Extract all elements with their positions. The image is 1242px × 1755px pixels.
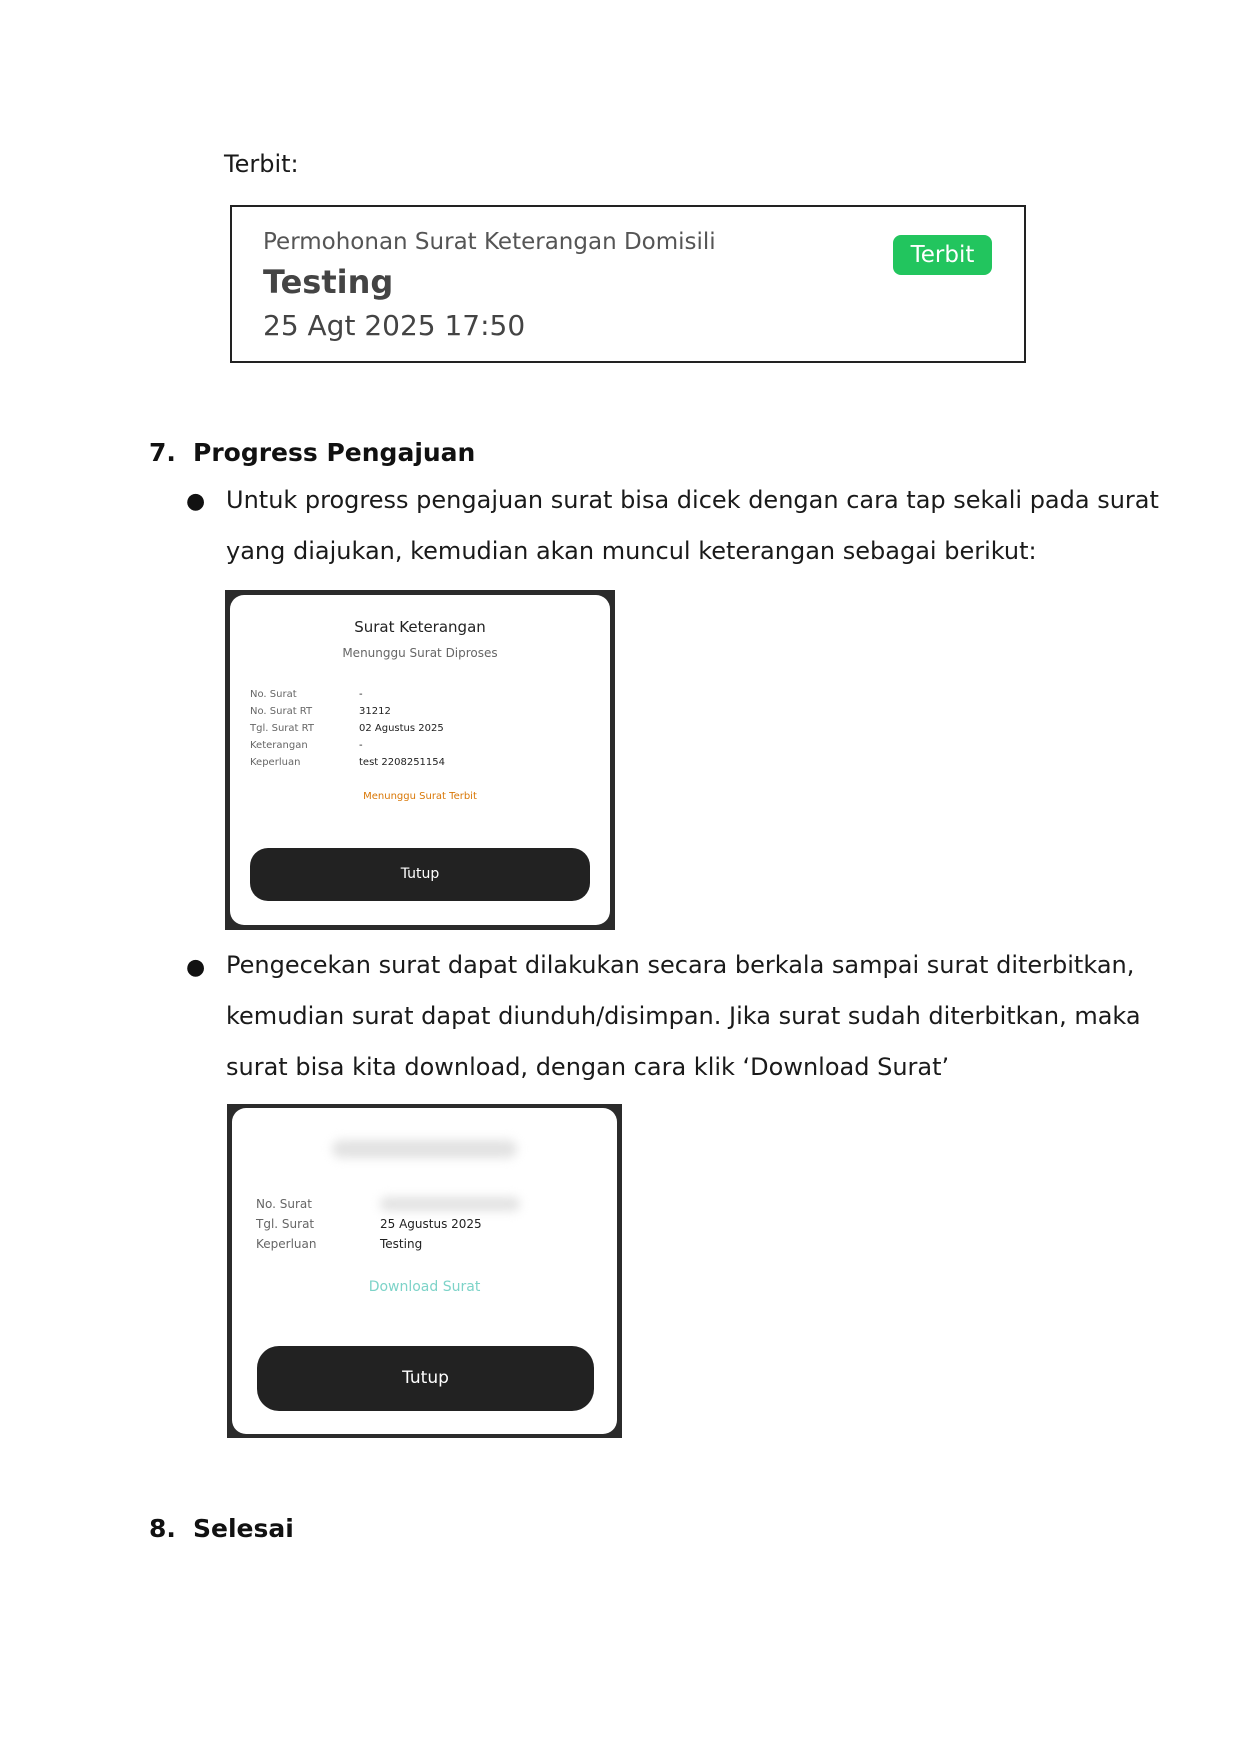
bullet-2-line-2: kemudian surat dapat diunduh/disimpan. Jika surat sudah diterbitkan, maka xyxy=(226,1002,1141,1030)
row-value: 31212 xyxy=(359,706,391,717)
download-letter-link[interactable]: Download Surat xyxy=(368,1279,481,1295)
terbit-label: Terbit: xyxy=(224,150,299,178)
row-label: Keperluan xyxy=(250,757,301,768)
close-button[interactable]: Tutup xyxy=(257,1346,594,1411)
row-label: Tgl. Surat RT xyxy=(250,723,314,734)
row-value: Testing xyxy=(380,1237,423,1251)
section-8-number: 8. xyxy=(149,1514,176,1543)
redacted-title xyxy=(332,1140,517,1158)
bullet-2-line-3: surat bisa kita download, dengan cara klik ‘Download Surat’ xyxy=(226,1053,950,1081)
bullet-dot: ● xyxy=(186,489,206,514)
progress-dialog-screenshot xyxy=(225,590,615,930)
row-label: Tgl. Surat xyxy=(256,1217,315,1231)
section-7-title: Progress Pengajuan xyxy=(193,438,476,467)
progress-dialog xyxy=(230,595,610,925)
bullet-1-line-1: Untuk progress pengajuan surat bisa dicek dengan cara tap sekali pada surat xyxy=(226,486,1159,514)
section-7-number: 7. xyxy=(149,438,176,467)
row-value: 25 Agustus 2025 xyxy=(380,1217,482,1231)
card-applicant-name: Testing xyxy=(263,263,394,301)
download-dialog xyxy=(232,1108,617,1434)
row-value: - xyxy=(359,689,363,700)
row-label: No. Surat xyxy=(256,1197,312,1211)
download-dialog-screenshot xyxy=(227,1104,622,1438)
row-value: - xyxy=(359,740,363,751)
dialog-subtitle: Menunggu Surat Diproses xyxy=(342,646,498,660)
row-label: Keperluan xyxy=(256,1237,317,1251)
close-button[interactable]: Tutup xyxy=(250,848,590,901)
dialog-title: Surat Keterangan xyxy=(354,618,486,636)
row-value: 02 Agustus 2025 xyxy=(359,723,444,734)
bullet-dot: ● xyxy=(186,955,206,980)
section-8-title: Selesai xyxy=(193,1514,294,1543)
status-text: Menunggu Surat Terbit xyxy=(363,791,477,802)
bullet-2-line-1: Pengecekan surat dapat dilakukan secara berkala sampai surat diterbitkan, xyxy=(226,951,1135,979)
status-badge: Terbit xyxy=(893,235,992,275)
row-label: Keterangan xyxy=(250,740,308,751)
letter-status-card xyxy=(230,205,1026,363)
row-label: No. Surat RT xyxy=(250,706,313,717)
bullet-1-line-2: yang diajukan, kemudian akan muncul keterangan sebagai berikut: xyxy=(226,537,1037,565)
card-letter-type: Permohonan Surat Keterangan Domisili xyxy=(263,229,716,255)
row-value: test 2208251154 xyxy=(359,757,446,768)
row-label: No. Surat xyxy=(250,689,297,700)
redacted-letter-number xyxy=(380,1197,520,1211)
card-date: 25 Agt 2025 17:50 xyxy=(263,309,526,342)
